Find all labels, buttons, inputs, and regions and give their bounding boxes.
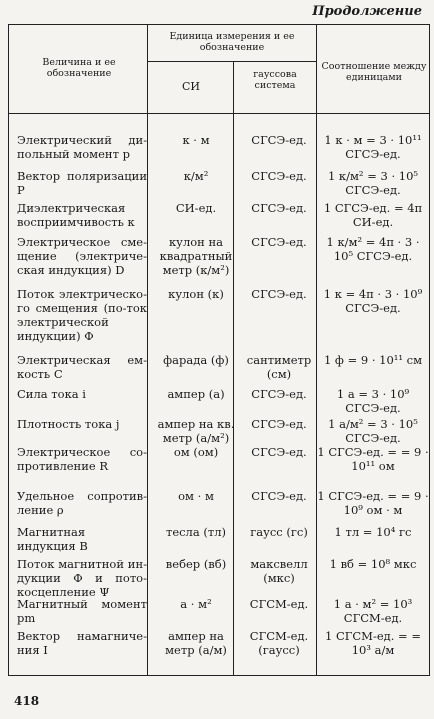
relation-cell: 1 а · м² = 10³ СГСМ-ед. [333,597,413,625]
column-divider [233,61,234,675]
relation-cell: 1 к · м = 3 · 10¹¹ СГСЭ-ед. [324,133,422,161]
header-si: СИ [181,80,200,93]
si-unit-cell: ом · м [178,489,214,503]
si-unit-cell: кулон (к) [168,287,224,301]
si-unit-cell: к/м² [183,169,209,183]
si-unit-cell: тесла (тл) [165,525,227,539]
si-unit-cell: к · м [182,133,210,147]
header-gauss: гауссова система [253,69,297,91]
quantity-cell: Электрическое сме-щение (электриче-ская индукция) D [17,235,147,277]
header-unit-group: Единица измерения и ее обозначение [169,31,295,53]
gauss-unit-cell: СГСЭ-ед. [251,417,307,431]
relation-cell: 1 СГСЭ-ед. = 4π СИ-ед. [323,201,423,229]
si-unit-cell: СИ-ед. [175,201,217,215]
gauss-unit-cell: СГСЭ-ед. [251,445,307,459]
header-bottom-line [9,113,429,114]
quantity-cell: Магнитная индукция B [17,525,88,553]
quantity-cell: Поток электрическо-го смещения (по-ток электрической индукции) Φ [17,287,147,343]
header-relation: Соотношение между единицами [321,61,427,83]
si-unit-cell: ампер (а) [167,387,225,401]
quantity-cell: Вектор поляризации P [17,169,147,197]
continuation-label: Продолжение [312,4,422,19]
header-divider [147,61,316,62]
header-quantity: Величина и ее обозначение [42,57,116,79]
quantity-cell: Электрический ди-польный момент p [17,133,147,161]
quantity-cell: Магнитный момент pm [17,597,147,625]
column-divider [147,25,148,675]
relation-cell: 1 СГСЭ-ед. = = 9 · 10¹¹ ом [317,445,429,473]
units-table [8,24,430,676]
quantity-cell: Поток магнитной ин-дукции Φ и пото-косцепление Ψ [17,557,147,599]
gauss-unit-cell: СГСЭ-ед. [251,387,307,401]
gauss-unit-cell: СГСЭ-ед. [251,201,307,215]
gauss-unit-cell: СГСЭ-ед. [251,169,307,183]
page-number: 418 [14,694,40,708]
relation-cell: 1 к/м² = 3 · 10⁵ СГСЭ-ед. [327,169,419,197]
gauss-unit-cell: СГСЭ-ед. [251,133,307,147]
gauss-unit-cell: СГСЭ-ед. [251,489,307,503]
si-unit-cell: вебер (вб) [165,557,227,571]
relation-cell: 1 к = 4π · 3 · 10⁹ СГСЭ-ед. [323,287,423,315]
si-unit-cell: фарада (ф) [163,353,229,367]
gauss-unit-cell: СГСМ-ед. (гаусс) [249,629,309,657]
si-unit-cell: ампер на метр (а/м) [165,629,227,657]
quantity-cell: Электрическое со-противление R [17,445,147,473]
gauss-unit-cell: СГСМ-ед. [249,597,309,611]
quantity-cell: Диэлектрическая восприимчивость κ [17,201,135,229]
relation-cell: 1 к/м² = 4π · 3 · 10⁵ СГСЭ-ед. [326,235,420,263]
relation-cell: 1 СГСЭ-ед. = = 9 · 10⁹ ом · м [317,489,429,517]
gauss-unit-cell: СГСЭ-ед. [251,235,307,249]
gauss-unit-cell: СГСЭ-ед. [251,287,307,301]
relation-cell: 1 СГСМ-ед. = = 10³ а/м [325,629,421,657]
quantity-cell: Сила тока i [17,387,86,401]
quantity-cell: Удельное сопротив-ление ρ [17,489,147,517]
quantity-cell: Вектор намагниче-ния I [17,629,147,657]
gauss-unit-cell: максвелл (мкс) [250,557,308,585]
relation-cell: 1 тл = 10⁴ гс [334,525,412,539]
relation-cell: 1 вб = 10⁸ мкс [329,557,417,571]
si-unit-cell: ом (ом) [173,445,219,459]
relation-cell: 1 ф = 9 · 10¹¹ см [323,353,423,367]
relation-cell: 1 а/м² = 3 · 10⁵ СГСЭ-ед. [328,417,418,445]
gauss-unit-cell: сантиметр (см) [246,353,312,381]
si-unit-cell: а · м² [180,597,212,611]
si-unit-cell: кулон на квадратный метр (к/м²) [159,235,233,277]
quantity-cell: Электрическая ем-кость C [17,353,147,381]
quantity-cell: Плотность тока j [17,417,120,431]
si-unit-cell: ампер на кв. метр (а/м²) [157,417,235,445]
gauss-unit-cell: гаусс (гс) [250,525,308,539]
relation-cell: 1 а = 3 · 10⁹ СГСЭ-ед. [336,387,410,415]
